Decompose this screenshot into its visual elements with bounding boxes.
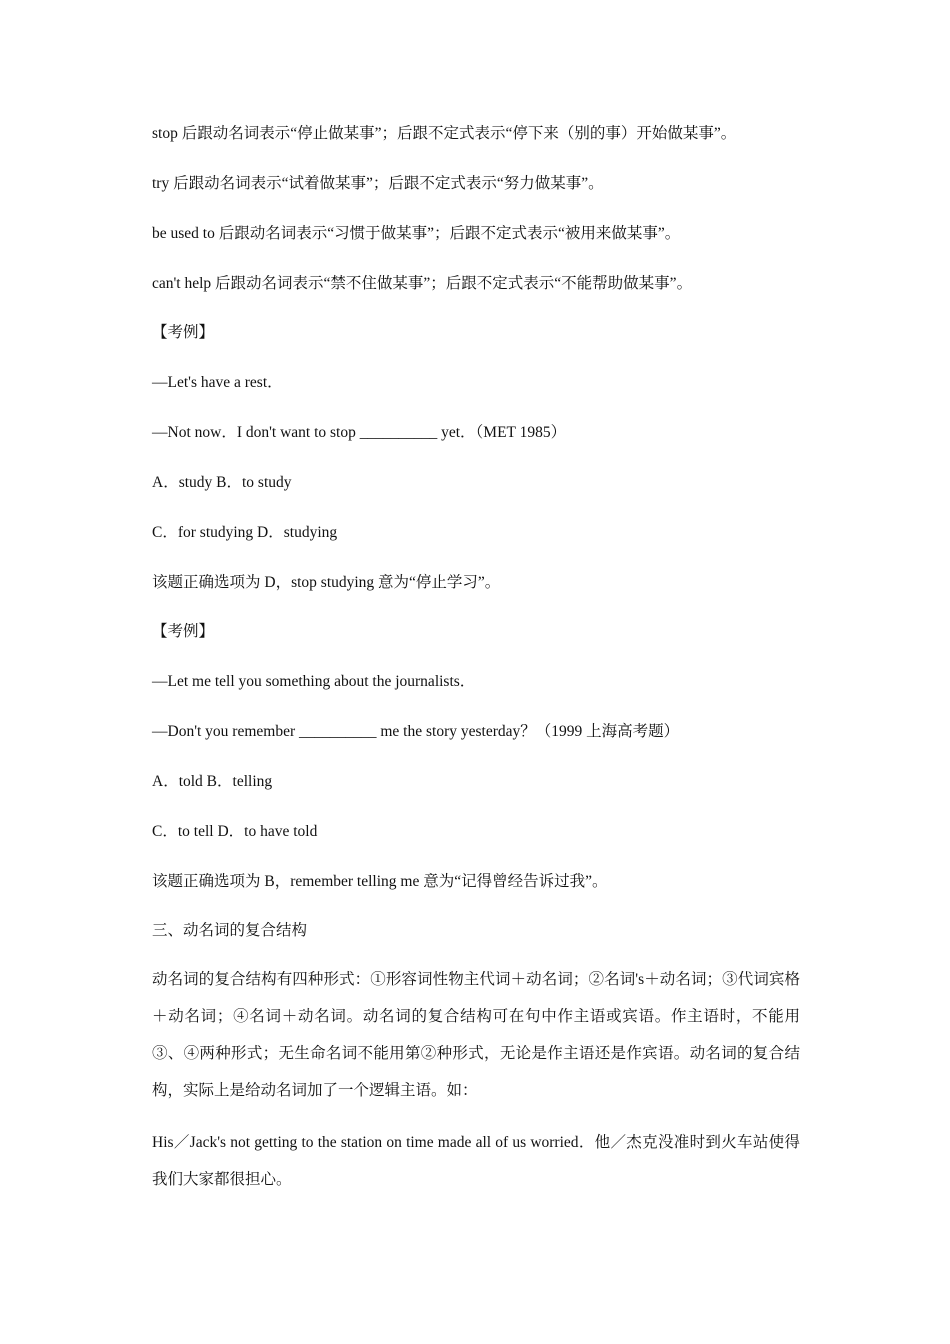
example-1-dialogue-a: —Let's have a rest． [152,374,283,391]
example-1-options-cd: C．for studying D．studying [152,524,338,541]
example-heading-2: 【考例】 [152,623,215,640]
example-1-options-ab: A．study B．to study [152,474,292,491]
example-2-dialogue-b: —Don't you remember __________ me the story yesterday？（1999 上海高考题） [152,723,680,740]
rule-stop: stop 后跟动名词表示“停止做某事”；后跟不定式表示“停下来（别的事）开始做某事”。 [152,125,737,142]
example-sentence-paragraph: His／Jack's not getting to the station on time made all of us worried．他／杰克没准时到火车站使得我们大家都很担心。 [152,1134,800,1188]
example-2-options-ab: A．told B．telling [152,773,273,790]
example-1-answer: 该题正确选项为 D，stop studying 意为“停止学习”。 [152,574,501,591]
section-heading: 三、动名词的复合结构 [152,922,308,939]
example-heading-1: 【考例】 [152,324,215,341]
example-2-answer: 该题正确选项为 B，remember telling me 意为“记得曾经告诉过我”。 [152,873,608,890]
rule-try: try 后跟动名词表示“试着做某事”；后跟不定式表示“努力做某事”。 [152,175,604,192]
rule-cant-help: can't help 后跟动名词表示“禁不住做某事”；后跟不定式表示“不能帮助做某事”。 [152,275,693,292]
example-1-dialogue-b: —Not now．I don't want to stop __________ yet．（MET 1985） [152,424,567,441]
section-body-paragraph: 动名词的复合结构有四种形式：①形容词性物主代词＋动名词；②名词's＋动名词；③代词宾格＋动名词；④名词＋动名词。动名词的复合结构可在句中作主语或宾语。作主语时，不能用③、④两种形式；无生命名词不能用第②种形式，无论是作主语还是作宾语。动名词的复合结构，实际上是给动名词加了一个逻辑主语。如： [152,971,800,1099]
example-2-dialogue-a: —Let me tell you something about the journalists． [152,673,476,690]
example-2-options-cd: C．to tell D．to have told [152,823,318,840]
rule-be-used-to: be used to 后跟动名词表示“习惯于做某事”；后跟不定式表示“被用来做某事”。 [152,225,681,242]
